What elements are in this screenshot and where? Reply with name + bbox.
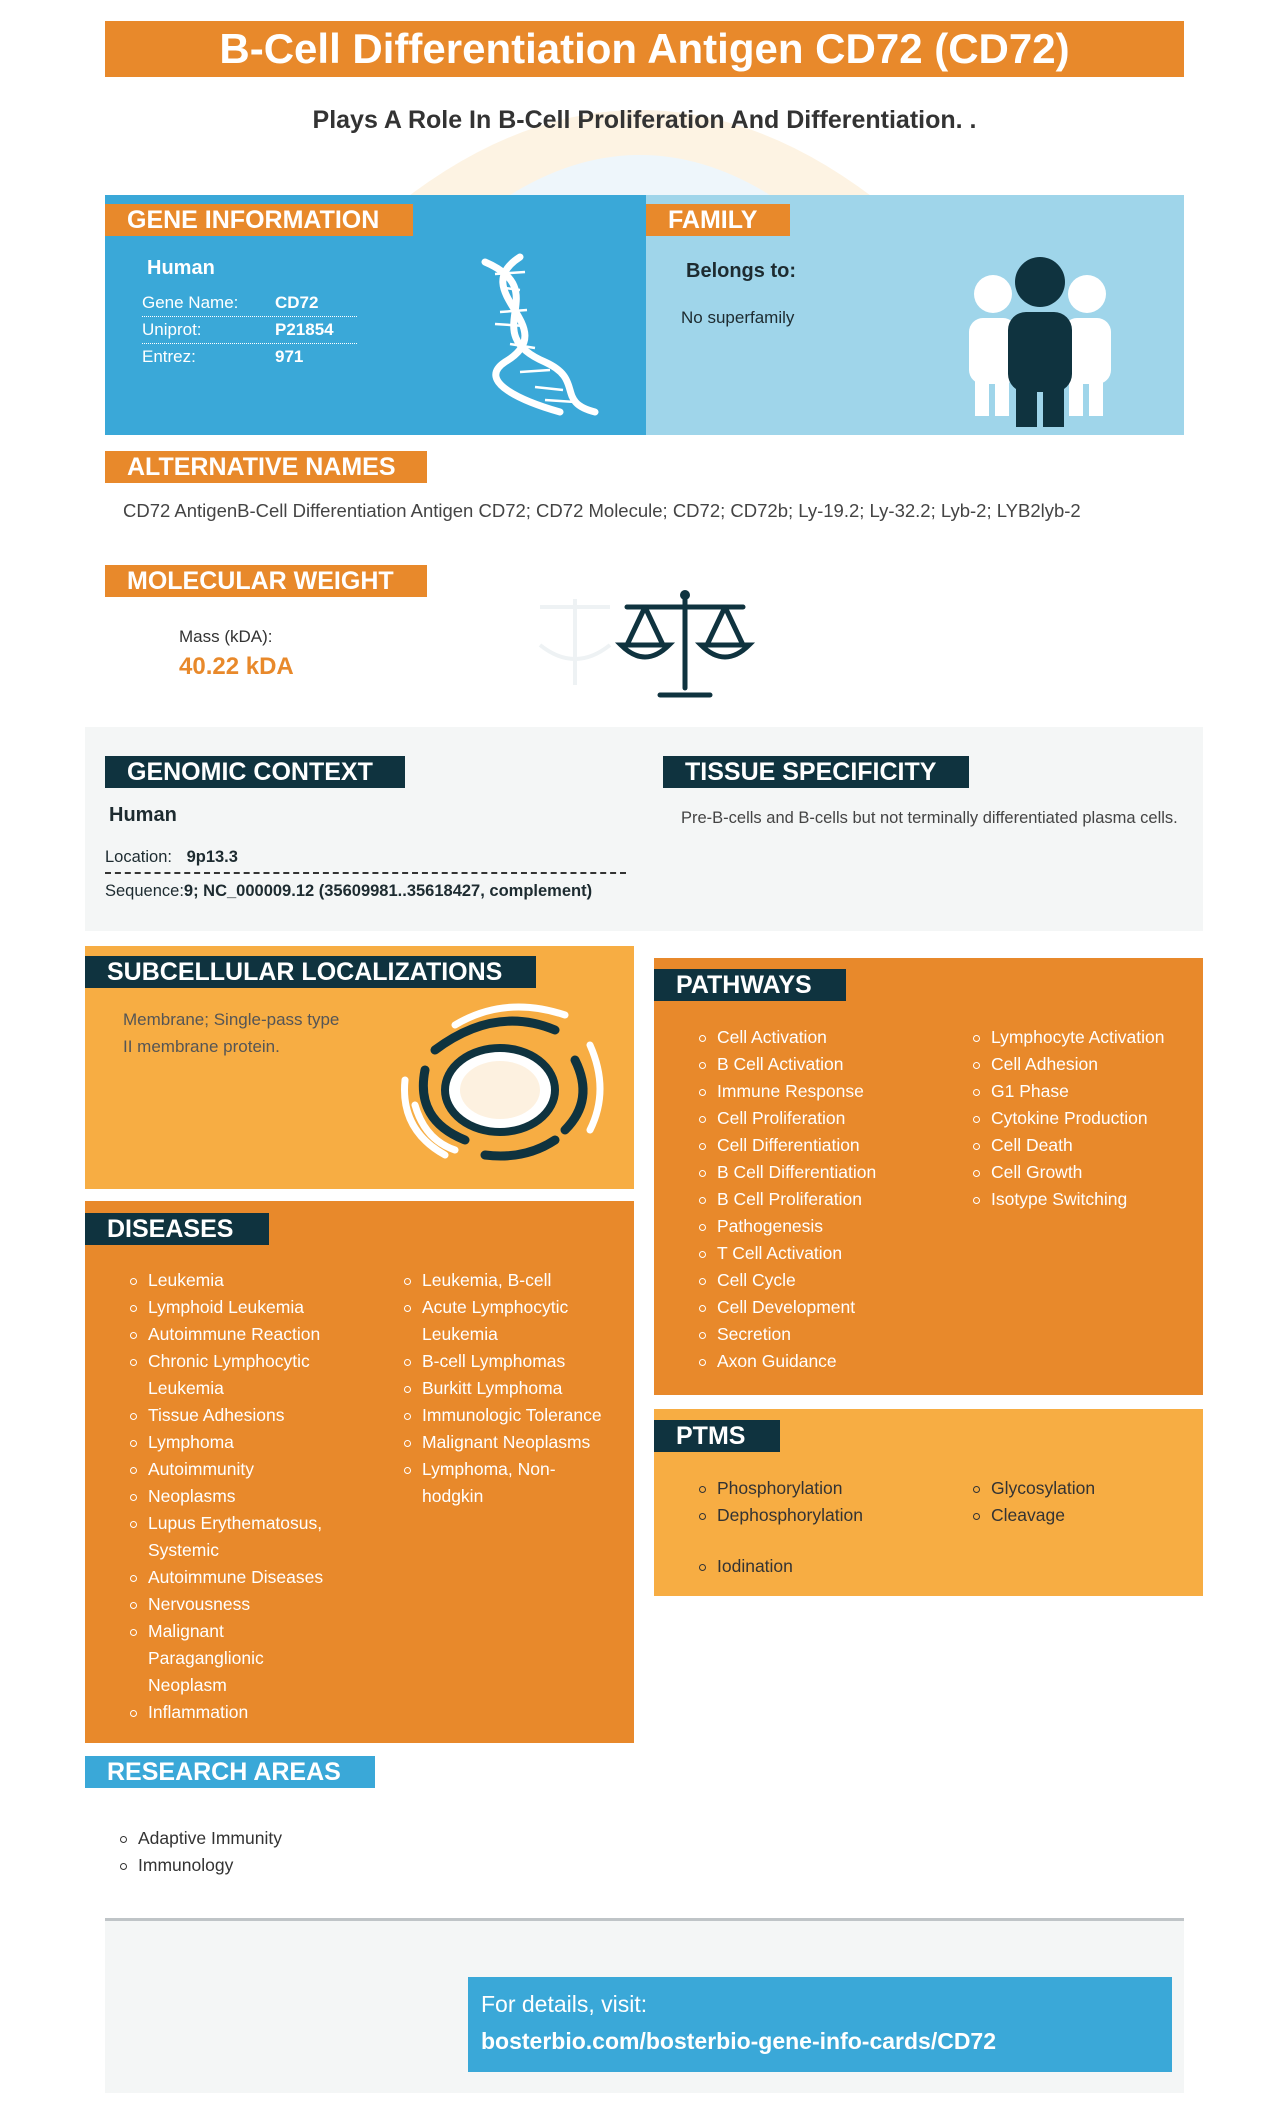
ptms-list-col2 <box>971 1475 1191 1529</box>
footer-link-box[interactable] <box>468 1977 1172 2072</box>
scale-icon <box>535 585 775 710</box>
list-item: G1 Phase <box>971 1078 1191 1105</box>
list-item: Lymphocyte Activation <box>971 1024 1191 1051</box>
gene-info-table <box>142 290 357 370</box>
list-item: Isotype Switching <box>971 1186 1191 1213</box>
list-item: Cell Cycle <box>697 1267 957 1294</box>
gene-name-value: CD72 <box>275 293 319 312</box>
entrez-value: 971 <box>275 347 304 366</box>
list-item: Immunologic Tolerance <box>402 1402 607 1429</box>
list-item: Lymphoma, Non-hodgkin <box>402 1456 607 1510</box>
list-item: Adaptive Immunity <box>118 1825 418 1852</box>
gene-info-row <box>142 317 357 344</box>
location-label: Location: <box>105 848 172 866</box>
mass-label: Mass (kDA): <box>179 627 273 646</box>
list-item: Autoimmunity <box>128 1456 333 1483</box>
list-item: Cleavage <box>971 1502 1191 1529</box>
alternative-names-header: ALTERNATIVE NAMES <box>105 451 427 483</box>
entrez-label: Entrez: <box>142 347 196 366</box>
location-value: 9p13.3 <box>186 848 238 866</box>
list-item: Leukemia, B-cell <box>402 1267 607 1294</box>
gene-name-label: Gene Name: <box>142 293 239 312</box>
list-item: Glycosylation <box>971 1475 1191 1502</box>
list-item: Acute Lymphocytic Leukemia <box>402 1294 607 1348</box>
family-value: No superfamily <box>681 308 795 327</box>
dna-icon <box>465 252 615 422</box>
sequence-label: Sequence: <box>105 882 184 900</box>
family-header: FAMILY <box>646 204 790 236</box>
footer-link[interactable]: bosterbio.com/bosterbio-gene-info-cards/CD72 <box>481 2028 997 2054</box>
family-belongs-label: Belongs to: <box>686 260 796 282</box>
list-item: Autoimmune Diseases <box>128 1564 333 1591</box>
list-item: Lymphoma <box>128 1429 333 1456</box>
list-item: Leukemia <box>128 1267 333 1294</box>
people-icon <box>965 252 1115 432</box>
research-areas-header: RESEARCH AREAS <box>85 1756 375 1788</box>
diseases-list-col2 <box>402 1267 607 1510</box>
ptms-list-extra <box>697 1553 957 1580</box>
tissue-specificity-header: TISSUE SPECIFICITY <box>663 756 969 788</box>
page-title: B-Cell Differentiation Antigen CD72 (CD72) <box>219 25 1070 72</box>
list-item: Dephosphorylation <box>697 1502 957 1529</box>
list-item: Malignant Neoplasms <box>402 1429 607 1456</box>
alternative-names-text: CD72 AntigenB-Cell Differentiation Antigen CD72; CD72 Molecule; CD72; CD72b; Ly-19.2; Ly-32.2; Lyb-2; LYB2lyb-2 <box>123 500 1081 521</box>
list-item: Phosphorylation <box>697 1475 957 1502</box>
list-item: Cell Differentiation <box>697 1132 957 1159</box>
genomic-species: Human <box>109 804 177 826</box>
list-item: Chronic Lymphocytic Leukemia <box>128 1348 333 1402</box>
list-item: Cell Proliferation <box>697 1105 957 1132</box>
list-item: Cell Adhesion <box>971 1051 1191 1078</box>
mass-value: 40.22 kDA <box>179 653 294 680</box>
list-item: B Cell Proliferation <box>697 1186 957 1213</box>
list-item: Cytokine Production <box>971 1105 1191 1132</box>
list-item: Lymphoid Leukemia <box>128 1294 333 1321</box>
cell-icon <box>395 990 605 1175</box>
list-item: Immune Response <box>697 1078 957 1105</box>
gene-info-species: Human <box>147 257 215 279</box>
uniprot-label: Uniprot: <box>142 320 202 339</box>
sequence-value: 9; NC_000009.12 (35609981..35618427, complement) <box>183 882 593 900</box>
list-item: Axon Guidance <box>697 1348 957 1375</box>
subcellular-header: SUBCELLULAR LOCALIZATIONS <box>85 956 536 988</box>
list-item: Tissue Adhesions <box>128 1402 333 1429</box>
subcellular-text: Membrane; Single-pass type II membrane protein. <box>123 1010 340 1056</box>
list-item: Cell Development <box>697 1294 957 1321</box>
pathways-list-col1 <box>697 1024 957 1375</box>
list-item: Cell Growth <box>971 1159 1191 1186</box>
genomic-context-header: GENOMIC CONTEXT <box>105 756 405 788</box>
list-item: Autoimmune Reaction <box>128 1321 333 1348</box>
list-item: Secretion <box>697 1321 957 1348</box>
list-item: Burkitt Lymphoma <box>402 1375 607 1402</box>
list-item: Malignant Paraganglionic Neoplasm <box>128 1618 333 1699</box>
list-item: B Cell Differentiation <box>697 1159 957 1186</box>
list-item: Neoplasms <box>128 1483 333 1510</box>
gene-info-header: GENE INFORMATION <box>105 204 413 236</box>
list-item: Immunology <box>118 1852 418 1879</box>
research-areas-list <box>118 1825 418 1879</box>
footer-line-1: For details, visit: <box>481 1991 648 2017</box>
gene-info-row <box>142 290 357 317</box>
diseases-header: DISEASES <box>85 1213 269 1245</box>
page-subtitle: Plays A Role In B-Cell Proliferation And Differentiation. . <box>312 106 977 134</box>
pathways-header: PATHWAYS <box>654 969 846 1001</box>
list-item: T Cell Activation <box>697 1240 957 1267</box>
diseases-list-col1 <box>128 1267 333 1726</box>
list-item: Cell Activation <box>697 1024 957 1051</box>
tissue-specificity-text: Pre-B-cells and B-cells but not terminally differentiated plasma cells. <box>681 809 1178 827</box>
ptms-header: PTMS <box>654 1420 780 1452</box>
list-item: Cell Death <box>971 1132 1191 1159</box>
molecular-weight-header: MOLECULAR WEIGHT <box>105 565 427 597</box>
list-item: Inflammation <box>128 1699 333 1726</box>
list-item: Nervousness <box>128 1591 333 1618</box>
list-item: Pathogenesis <box>697 1213 957 1240</box>
pathways-list-col2 <box>971 1024 1191 1213</box>
gene-info-row <box>142 344 357 370</box>
genomic-sequence-row <box>105 876 665 906</box>
genomic-location-row <box>105 842 626 874</box>
list-item: B Cell Activation <box>697 1051 957 1078</box>
list-item: Iodination <box>697 1553 957 1580</box>
list-item: Lupus Erythematosus, Systemic <box>128 1510 333 1564</box>
ptms-list-col1 <box>697 1475 957 1529</box>
uniprot-value: P21854 <box>275 320 334 339</box>
list-item: B-cell Lymphomas <box>402 1348 607 1375</box>
